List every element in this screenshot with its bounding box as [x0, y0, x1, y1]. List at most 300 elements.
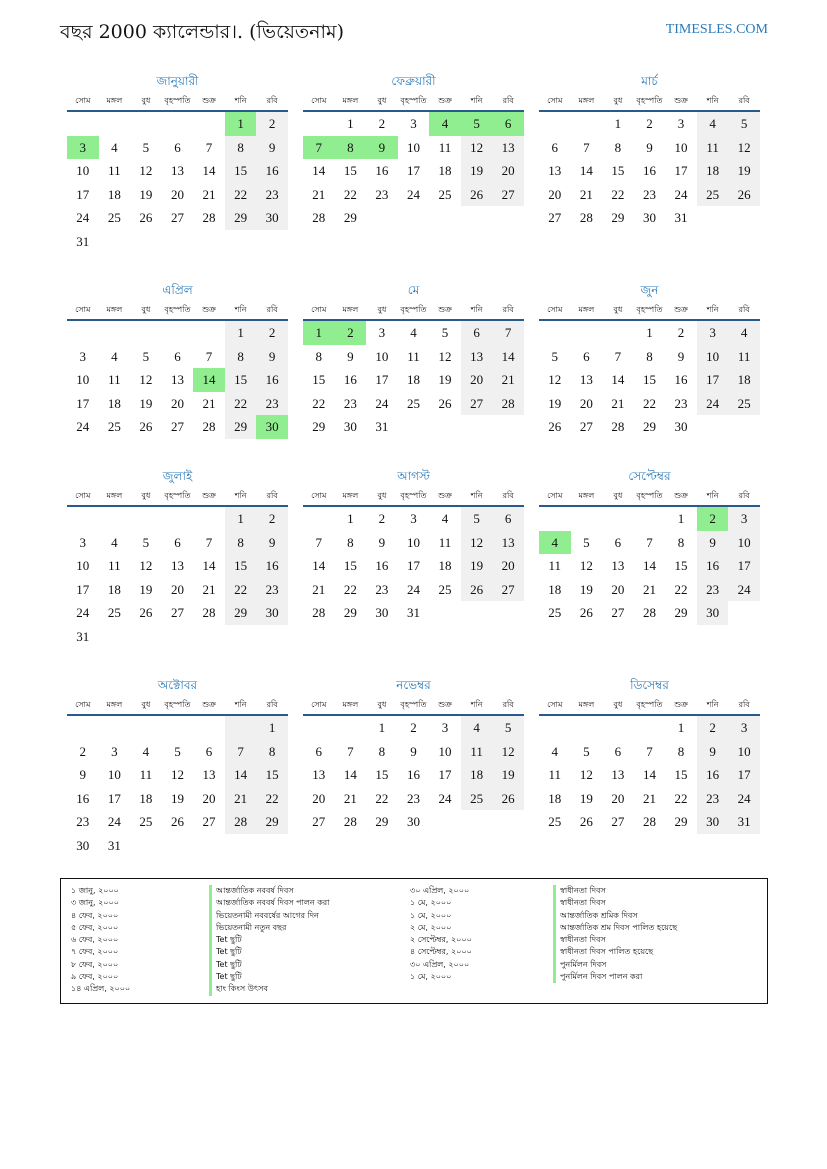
day-cell[interactable]: 9: [646, 139, 653, 155]
day-cell[interactable]: 23: [375, 581, 389, 597]
day-cell[interactable]: 28: [202, 419, 216, 435]
day-cell[interactable]: 11: [108, 163, 121, 179]
day-cell[interactable]: 31: [76, 628, 90, 644]
day-cell[interactable]: 10: [375, 348, 389, 364]
day-cell[interactable]: 22: [225, 183, 257, 207]
day-cell[interactable]: 6: [614, 534, 622, 550]
day-cell[interactable]: 8: [347, 534, 354, 550]
day-cell[interactable]: 24: [674, 186, 688, 202]
day-cell[interactable]: 5: [583, 534, 590, 550]
day-cell[interactable]: 28: [642, 814, 656, 830]
day-cell[interactable]: 17: [406, 163, 420, 179]
day-cell[interactable]: 15: [225, 554, 257, 578]
day-cell[interactable]: 30: [697, 810, 729, 834]
day-cell[interactable]: 17: [76, 395, 90, 411]
day-cell[interactable]: 17: [76, 581, 90, 597]
day-cell[interactable]: 6: [492, 507, 524, 531]
day-cell[interactable]: 31: [107, 837, 121, 853]
day-cell[interactable]: 3: [728, 507, 760, 531]
day-cell[interactable]: 4: [429, 112, 461, 136]
day-cell[interactable]: 19: [438, 372, 452, 388]
day-cell[interactable]: 23: [256, 578, 288, 602]
day-cell[interactable]: 18: [548, 581, 562, 597]
day-cell[interactable]: 15: [674, 767, 688, 783]
day-cell[interactable]: 8: [614, 139, 622, 155]
day-cell[interactable]: 30: [256, 415, 288, 439]
day-cell[interactable]: 3: [67, 136, 99, 160]
day-cell[interactable]: 22: [611, 186, 625, 202]
day-cell[interactable]: 21: [312, 186, 326, 202]
day-cell[interactable]: 28: [312, 605, 326, 621]
day-cell[interactable]: 29: [343, 605, 357, 621]
day-cell[interactable]: 15: [312, 372, 326, 388]
day-cell[interactable]: 29: [611, 210, 625, 226]
day-cell[interactable]: 24: [107, 814, 121, 830]
day-cell[interactable]: 8: [335, 136, 367, 160]
day-cell[interactable]: 3: [378, 325, 386, 340]
day-cell[interactable]: 8: [225, 136, 257, 160]
day-cell[interactable]: 23: [256, 183, 288, 207]
day-cell[interactable]: 22: [375, 790, 389, 806]
day-cell[interactable]: 14: [579, 163, 593, 179]
day-cell[interactable]: 18: [548, 790, 562, 806]
day-cell[interactable]: 19: [492, 763, 524, 787]
day-cell[interactable]: 18: [107, 186, 121, 202]
day-cell[interactable]: 26: [579, 605, 593, 621]
day-cell[interactable]: 22: [343, 186, 357, 202]
day-cell[interactable]: 27: [611, 605, 625, 621]
day-cell[interactable]: 16: [375, 163, 389, 179]
day-cell[interactable]: 1: [256, 716, 288, 740]
day-cell[interactable]: 5: [142, 139, 150, 155]
day-cell[interactable]: 25: [697, 183, 729, 207]
day-cell[interactable]: 21: [202, 395, 216, 411]
day-cell[interactable]: 1: [303, 321, 335, 345]
day-cell[interactable]: 9: [256, 345, 288, 369]
day-cell[interactable]: 12: [139, 372, 153, 388]
day-cell[interactable]: 25: [548, 605, 562, 621]
day-cell[interactable]: 4: [111, 348, 118, 364]
day-cell[interactable]: 31: [406, 605, 420, 621]
day-cell[interactable]: 4: [111, 139, 118, 155]
day-cell[interactable]: 7: [492, 321, 524, 345]
day-cell[interactable]: 5: [461, 507, 493, 531]
day-cell[interactable]: 3: [111, 743, 118, 759]
day-cell[interactable]: 12: [438, 348, 452, 364]
day-cell[interactable]: 15: [256, 763, 288, 787]
day-cell[interactable]: 30: [256, 206, 288, 230]
day-cell[interactable]: 7: [315, 534, 323, 550]
day-cell[interactable]: 20: [492, 554, 524, 578]
day-cell[interactable]: 23: [375, 186, 389, 202]
day-cell[interactable]: 5: [492, 716, 524, 740]
day-cell[interactable]: 21: [312, 581, 326, 597]
day-cell[interactable]: 21: [492, 368, 524, 392]
day-cell[interactable]: 1: [225, 112, 257, 136]
day-cell[interactable]: 11: [108, 558, 121, 574]
day-cell[interactable]: 18: [438, 558, 452, 574]
day-cell[interactable]: 22: [674, 790, 688, 806]
day-cell[interactable]: 20: [548, 186, 562, 202]
day-cell[interactable]: 2: [256, 507, 288, 531]
day-cell[interactable]: 15: [225, 368, 257, 392]
day-cell[interactable]: 28: [579, 210, 593, 226]
day-cell[interactable]: 12: [170, 767, 184, 783]
day-cell[interactable]: 25: [107, 419, 121, 435]
day-cell[interactable]: 27: [170, 210, 184, 226]
day-cell[interactable]: 31: [76, 233, 90, 249]
day-cell[interactable]: 5: [142, 534, 150, 550]
day-cell[interactable]: 4: [728, 321, 760, 345]
day-cell[interactable]: 23: [642, 186, 656, 202]
day-cell[interactable]: 14: [642, 767, 656, 783]
day-cell[interactable]: 11: [438, 139, 452, 155]
day-cell[interactable]: 15: [225, 159, 257, 183]
day-cell[interactable]: 30: [674, 419, 688, 435]
day-cell[interactable]: 9: [410, 743, 417, 759]
day-cell[interactable]: 24: [76, 419, 90, 435]
day-cell[interactable]: 12: [461, 531, 493, 555]
day-cell[interactable]: 20: [611, 790, 625, 806]
day-cell[interactable]: 20: [170, 186, 184, 202]
day-cell[interactable]: 10: [76, 163, 90, 179]
day-cell[interactable]: 4: [441, 511, 449, 526]
day-cell[interactable]: 22: [225, 392, 257, 416]
day-cell[interactable]: 12: [139, 558, 153, 574]
day-cell[interactable]: 1: [378, 720, 386, 735]
day-cell[interactable]: 26: [728, 183, 760, 207]
day-cell[interactable]: 18: [728, 368, 760, 392]
day-cell[interactable]: 3: [728, 716, 760, 740]
day-cell[interactable]: 31: [375, 419, 389, 435]
day-cell[interactable]: 4: [142, 743, 150, 759]
day-cell[interactable]: 6: [174, 348, 181, 364]
day-cell[interactable]: 15: [343, 558, 357, 574]
day-cell[interactable]: 21: [202, 581, 216, 597]
day-cell[interactable]: 2: [378, 511, 386, 526]
day-cell[interactable]: 24: [406, 186, 420, 202]
day-cell[interactable]: 8: [677, 743, 685, 759]
day-cell[interactable]: 17: [728, 763, 760, 787]
day-cell[interactable]: 6: [492, 112, 524, 136]
day-cell[interactable]: 22: [256, 787, 288, 811]
day-cell[interactable]: 9: [677, 348, 685, 364]
day-cell[interactable]: 28: [343, 814, 357, 830]
day-cell[interactable]: 4: [551, 743, 559, 759]
day-cell[interactable]: 1: [347, 116, 354, 131]
day-cell[interactable]: 23: [674, 395, 688, 411]
day-cell[interactable]: 3: [79, 534, 87, 550]
day-cell[interactable]: 28: [492, 392, 524, 416]
day-cell[interactable]: 21: [202, 186, 216, 202]
day-cell[interactable]: 14: [312, 558, 326, 574]
day-cell[interactable]: 16: [256, 159, 288, 183]
day-cell[interactable]: 7: [225, 740, 257, 764]
day-cell[interactable]: 14: [225, 763, 257, 787]
day-cell[interactable]: 18: [461, 763, 493, 787]
day-cell[interactable]: 9: [378, 534, 386, 550]
day-cell[interactable]: 12: [728, 136, 760, 160]
day-cell[interactable]: 18: [107, 395, 121, 411]
day-cell[interactable]: 29: [225, 415, 257, 439]
day-cell[interactable]: 23: [76, 814, 90, 830]
day-cell[interactable]: 10: [438, 743, 452, 759]
day-cell[interactable]: 18: [438, 163, 452, 179]
day-cell[interactable]: 10: [674, 139, 688, 155]
day-cell[interactable]: 7: [646, 743, 653, 759]
day-cell[interactable]: 19: [139, 395, 153, 411]
day-cell[interactable]: 20: [312, 790, 326, 806]
day-cell[interactable]: 4: [539, 531, 571, 555]
day-cell[interactable]: 12: [548, 372, 562, 388]
day-cell[interactable]: 14: [193, 368, 225, 392]
day-cell[interactable]: 13: [611, 558, 625, 574]
day-cell[interactable]: 9: [256, 531, 288, 555]
day-cell[interactable]: 11: [139, 767, 153, 783]
day-cell[interactable]: 5: [174, 743, 181, 759]
day-cell[interactable]: 17: [375, 372, 389, 388]
day-cell[interactable]: 19: [461, 159, 493, 183]
day-cell[interactable]: 30: [642, 210, 656, 226]
day-cell[interactable]: 9: [697, 740, 729, 764]
day-cell[interactable]: 17: [674, 163, 688, 179]
day-cell[interactable]: 5: [461, 112, 493, 136]
day-cell[interactable]: 18: [406, 372, 420, 388]
day-cell[interactable]: 12: [461, 136, 493, 160]
day-cell[interactable]: 21: [642, 790, 656, 806]
day-cell[interactable]: 1: [646, 325, 653, 340]
day-cell[interactable]: 10: [728, 531, 760, 555]
day-cell[interactable]: 2: [256, 321, 288, 345]
day-cell[interactable]: 3: [410, 511, 417, 526]
day-cell[interactable]: 22: [674, 581, 688, 597]
day-cell[interactable]: 14: [202, 163, 216, 179]
day-cell[interactable]: 14: [312, 163, 326, 179]
day-cell[interactable]: 21: [611, 395, 625, 411]
day-cell[interactable]: 2: [335, 321, 367, 345]
day-cell[interactable]: 2: [79, 743, 87, 759]
day-cell[interactable]: 29: [642, 419, 656, 435]
day-cell[interactable]: 30: [697, 601, 729, 625]
site-name-link[interactable]: TIMESLES.COM: [665, 22, 768, 37]
day-cell[interactable]: 23: [697, 787, 729, 811]
day-cell[interactable]: 6: [174, 534, 181, 550]
day-cell[interactable]: 19: [579, 790, 593, 806]
day-cell[interactable]: 13: [170, 163, 184, 179]
day-cell[interactable]: 19: [728, 159, 760, 183]
day-cell[interactable]: 16: [375, 558, 389, 574]
day-cell[interactable]: 29: [375, 814, 389, 830]
day-cell[interactable]: 17: [107, 790, 121, 806]
day-cell[interactable]: 11: [548, 558, 562, 574]
day-cell[interactable]: 29: [674, 814, 688, 830]
day-cell[interactable]: 7: [347, 743, 354, 759]
day-cell[interactable]: 27: [312, 814, 326, 830]
day-cell[interactable]: 30: [343, 419, 357, 435]
day-cell[interactable]: 31: [728, 810, 760, 834]
day-cell[interactable]: 3: [697, 321, 729, 345]
day-cell[interactable]: 11: [548, 767, 562, 783]
day-cell[interactable]: 13: [548, 163, 562, 179]
day-cell[interactable]: 2: [697, 716, 729, 740]
day-cell[interactable]: 3: [677, 116, 685, 131]
day-cell[interactable]: 25: [438, 581, 452, 597]
day-cell[interactable]: 13: [492, 136, 524, 160]
day-cell[interactable]: 11: [697, 136, 729, 160]
day-cell[interactable]: 25: [406, 395, 420, 411]
day-cell[interactable]: 2: [378, 116, 386, 131]
day-cell[interactable]: 22: [225, 578, 257, 602]
day-cell[interactable]: 5: [551, 348, 559, 364]
day-cell[interactable]: 7: [205, 139, 213, 155]
day-cell[interactable]: 7: [614, 348, 622, 364]
day-cell[interactable]: 24: [375, 395, 389, 411]
day-cell[interactable]: 2: [697, 507, 729, 531]
day-cell[interactable]: 10: [697, 345, 729, 369]
day-cell[interactable]: 17: [76, 186, 90, 202]
day-cell[interactable]: 26: [139, 419, 153, 435]
day-cell[interactable]: 31: [674, 210, 688, 226]
day-cell[interactable]: 25: [461, 787, 493, 811]
day-cell[interactable]: 5: [728, 112, 760, 136]
day-cell[interactable]: 20: [202, 790, 216, 806]
day-cell[interactable]: 28: [202, 210, 216, 226]
day-cell[interactable]: 16: [343, 372, 357, 388]
day-cell[interactable]: 29: [674, 605, 688, 621]
day-cell[interactable]: 24: [438, 790, 452, 806]
day-cell[interactable]: 21: [343, 790, 357, 806]
day-cell[interactable]: 22: [312, 395, 326, 411]
day-cell[interactable]: 26: [139, 605, 153, 621]
day-cell[interactable]: 10: [76, 558, 90, 574]
day-cell[interactable]: 13: [579, 372, 593, 388]
day-cell[interactable]: 19: [139, 581, 153, 597]
day-cell[interactable]: 19: [579, 581, 593, 597]
day-cell[interactable]: 17: [406, 558, 420, 574]
day-cell[interactable]: 13: [202, 767, 216, 783]
day-cell[interactable]: 15: [375, 767, 389, 783]
day-cell[interactable]: 12: [492, 740, 524, 764]
day-cell[interactable]: 16: [406, 767, 420, 783]
day-cell[interactable]: 24: [76, 605, 90, 621]
day-cell[interactable]: 18: [107, 581, 121, 597]
day-cell[interactable]: 8: [677, 534, 685, 550]
day-cell[interactable]: 1: [677, 720, 685, 735]
day-cell[interactable]: 1: [614, 116, 622, 131]
day-cell[interactable]: 3: [79, 348, 87, 364]
day-cell[interactable]: 30: [406, 814, 420, 830]
day-cell[interactable]: 8: [225, 531, 257, 555]
day-cell[interactable]: 19: [139, 186, 153, 202]
day-cell[interactable]: 4: [697, 112, 729, 136]
day-cell[interactable]: 13: [170, 558, 184, 574]
day-cell[interactable]: 25: [139, 814, 153, 830]
day-cell[interactable]: 16: [76, 790, 90, 806]
day-cell[interactable]: 1: [677, 511, 685, 526]
day-cell[interactable]: 25: [438, 186, 452, 202]
day-cell[interactable]: 11: [728, 345, 760, 369]
day-cell[interactable]: 27: [202, 814, 216, 830]
day-cell[interactable]: 9: [697, 531, 729, 555]
day-cell[interactable]: 14: [202, 558, 216, 574]
day-cell[interactable]: 24: [76, 210, 90, 226]
day-cell[interactable]: 30: [256, 601, 288, 625]
day-cell[interactable]: 2: [677, 325, 685, 340]
day-cell[interactable]: 18: [697, 159, 729, 183]
day-cell[interactable]: 11: [461, 740, 493, 764]
day-cell[interactable]: 13: [492, 531, 524, 555]
day-cell[interactable]: 5: [142, 348, 150, 364]
day-cell[interactable]: 7: [205, 348, 213, 364]
day-cell[interactable]: 29: [225, 206, 257, 230]
day-cell[interactable]: 20: [492, 159, 524, 183]
day-cell[interactable]: 24: [728, 578, 760, 602]
day-cell[interactable]: 24: [697, 392, 729, 416]
day-cell[interactable]: 25: [548, 814, 562, 830]
day-cell[interactable]: 23: [697, 578, 729, 602]
day-cell[interactable]: 26: [170, 814, 184, 830]
day-cell[interactable]: 9: [256, 136, 288, 160]
day-cell[interactable]: 27: [492, 578, 524, 602]
day-cell[interactable]: 8: [646, 348, 653, 364]
day-cell[interactable]: 12: [139, 163, 153, 179]
day-cell[interactable]: 16: [256, 554, 288, 578]
day-cell[interactable]: 7: [646, 534, 653, 550]
day-cell[interactable]: 11: [407, 348, 420, 364]
day-cell[interactable]: 7: [303, 136, 335, 160]
day-cell[interactable]: 2: [256, 112, 288, 136]
day-cell[interactable]: 6: [614, 743, 622, 759]
day-cell[interactable]: 28: [312, 210, 326, 226]
day-cell[interactable]: 6: [583, 348, 590, 364]
day-cell[interactable]: 16: [256, 368, 288, 392]
day-cell[interactable]: 4: [461, 716, 493, 740]
day-cell[interactable]: 26: [461, 578, 493, 602]
day-cell[interactable]: 11: [438, 534, 452, 550]
day-cell[interactable]: 15: [611, 163, 625, 179]
day-cell[interactable]: 26: [139, 210, 153, 226]
day-cell[interactable]: 8: [315, 348, 323, 364]
day-cell[interactable]: 14: [343, 767, 357, 783]
day-cell[interactable]: 14: [492, 345, 524, 369]
day-cell[interactable]: 21: [225, 787, 257, 811]
day-cell[interactable]: 11: [108, 372, 121, 388]
day-cell[interactable]: 6: [551, 139, 559, 155]
day-cell[interactable]: 5: [441, 325, 449, 340]
day-cell[interactable]: 8: [256, 740, 288, 764]
day-cell[interactable]: 14: [611, 372, 625, 388]
day-cell[interactable]: 25: [107, 605, 121, 621]
day-cell[interactable]: 12: [579, 767, 593, 783]
day-cell[interactable]: 3: [441, 720, 449, 735]
day-cell[interactable]: 6: [174, 139, 181, 155]
day-cell[interactable]: 1: [225, 321, 257, 345]
day-cell[interactable]: 27: [548, 210, 562, 226]
day-cell[interactable]: 28: [225, 810, 257, 834]
day-cell[interactable]: 4: [111, 534, 118, 550]
day-cell[interactable]: 6: [461, 321, 493, 345]
day-cell[interactable]: 19: [548, 395, 562, 411]
day-cell[interactable]: 7: [583, 139, 590, 155]
day-cell[interactable]: 15: [642, 372, 656, 388]
day-cell[interactable]: 23: [343, 395, 357, 411]
day-cell[interactable]: 25: [728, 392, 760, 416]
day-cell[interactable]: 27: [492, 183, 524, 207]
day-cell[interactable]: 29: [343, 210, 357, 226]
day-cell[interactable]: 28: [611, 419, 625, 435]
day-cell[interactable]: 22: [642, 395, 656, 411]
day-cell[interactable]: 8: [378, 743, 386, 759]
